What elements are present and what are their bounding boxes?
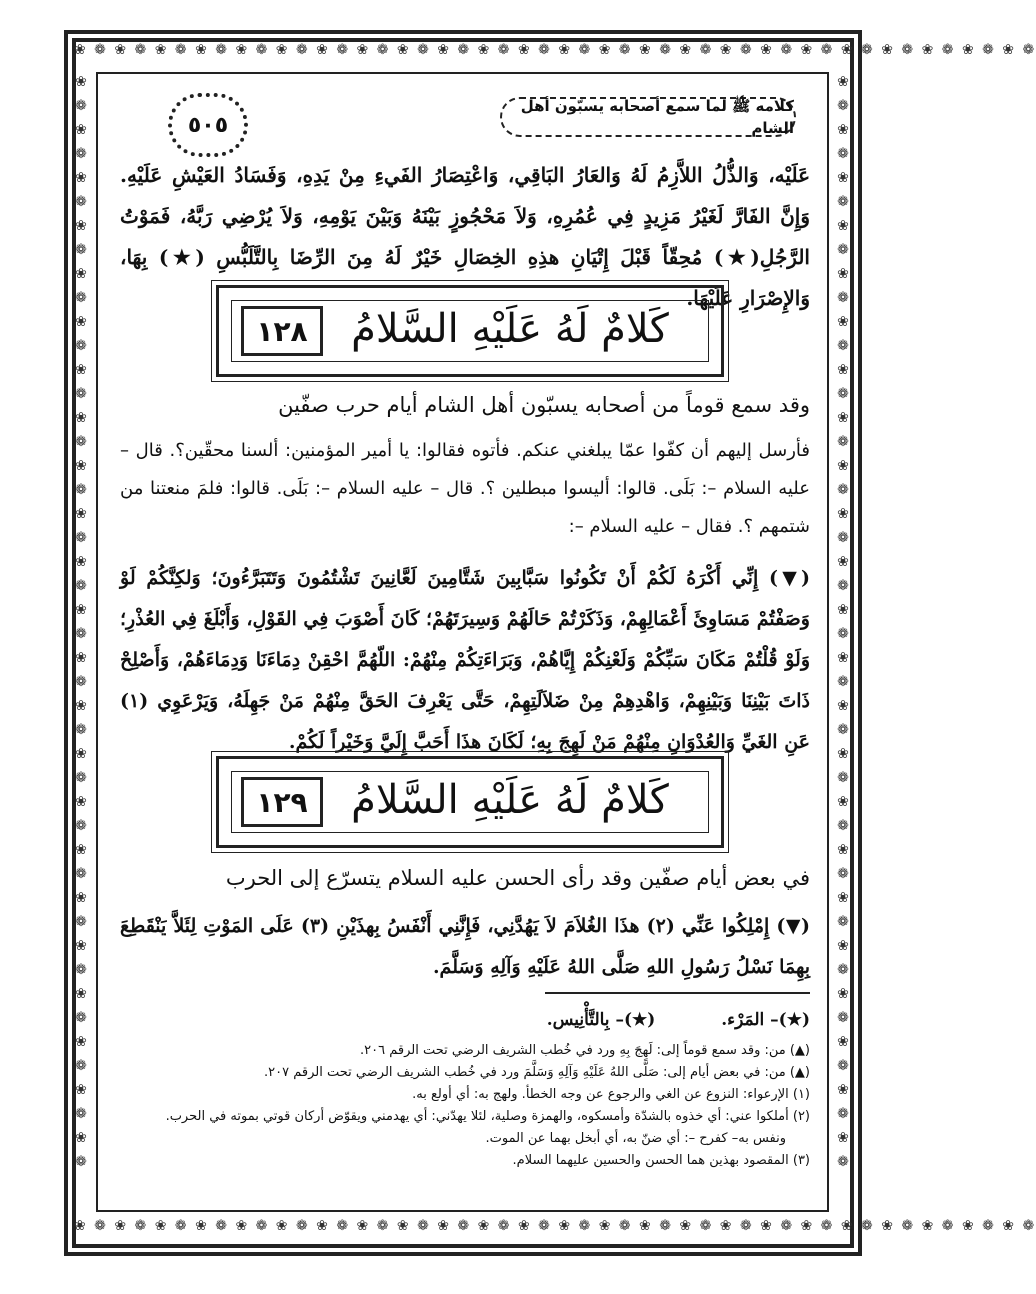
footnote: (٣) المقصود بهذين هما الحسن والحسين عليهما السلام. xyxy=(512,1153,810,1168)
section-title-box xyxy=(216,285,724,377)
gloss: (★)– بِالتَّأْنِيس. xyxy=(546,1010,656,1030)
section-title: كَلامٌ لَهُ عَلَيْهِ السَّلامُ xyxy=(351,777,669,823)
section-speech: (▼) إِنِّي أَكْرَهُ لَكُمْ أَنْ تَكُونُوا سَبَّابِينَ شَتَّامِينَ لَعَّانِينَ تَشْتُمُونَ وَتَتَبَرَّءُونَ؛ وَلكِنَّكُمْ لَوْ وَصَفْتُمْ مَسَاوِئَ أَعْمَالِهِمْ، وَذَكَرْتُمْ حَالَهُمْ وَسِيرَتَهُمْ؛ كَانَ أَصْوَبَ فِي القَوْلِ، وَأَبْلَغَ فِي العُذْرِ؛ وَلَوْ قُلْتُمْ مَكَانَ سَبِّكُمْ وَلَعْنِكُمْ إِيَّاهُمْ، وَبَرَاءَتِكُمْ مِنْهُمْ: اللّهُمَّ احْقِنْ دِمَاءَنَا وَدِمَاءَهُمْ، وَأَصْلِحْ ذَاتَ بَيْنِنَا وَبَيْنِهِمْ، وَاهْدِهِمْ مِنْ ضَلاَلَتِهِمْ، حَتَّى يَعْرِفَ الحَقَّ مِنْهُمْ مَنْ جَهِلَهُ، وَيَرْعَوِي (١) عَنِ الغَيِّ وَالعُدْوَانِ مِنْهُمْ مَنْ لَهِجَ بِهِ؛ لَكَانَ هذَا أَحَبَّ إِلَيَّ وَخَيْراً لَكُمْ. xyxy=(120,567,810,753)
section-speech: (▼) إِمْلِكُوا عَنِّي (٢) هذَا الغُلاَمَ لاَ يَهُدَّنِي، فَإِنَّنِي أَنْفَسُ بِهذَيْنِ (٣) عَلَى المَوْتِ لِئَلاَّ يَنْقَطِعَ بِهِمَا نَسْلُ رَسُولِ اللهِ صَلَّى اللهُ عَلَيْهِ وَآلِهِ وَسَلَّمَ. xyxy=(120,915,810,978)
floral-border-top: ❀ ❁ ❀ ❁ ❀ ❁ ❀ ❁ ❀ ❁ ❀ ❁ ❀ ❁ ❀ ❁ ❀ ❁ ❀ ❁ ❀ ❁ ❀ ❁ ❀ ❁ ❀ ❁ ❀ ❁ ❀ ❁ ❀ ❁ ❀ ❁ ❀ ❁ ❀ ❁ ❀ ❁ ❀ ❁ ❀ ❁ ❀ ❁ xyxy=(74,42,1036,58)
footnote: ونفس به– كفرح –: أي ضنّ به، أي أبخل بهما عن الموت. xyxy=(485,1131,786,1146)
section-title-box xyxy=(216,756,724,848)
page-number-ornament xyxy=(168,93,248,157)
floral-border-bottom: ❀ ❁ ❀ ❁ ❀ ❁ ❀ ❁ ❀ ❁ ❀ ❁ ❀ ❁ ❀ ❁ ❀ ❁ ❀ ❁ ❀ ❁ ❀ ❁ ❀ ❁ ❀ ❁ ❀ ❁ ❀ ❁ ❀ ❁ ❀ ❁ ❀ ❁ ❀ ❁ ❀ ❁ ❀ ❁ ❀ ❁ ❀ ❁ xyxy=(74,1218,1036,1234)
page-number-text: ٥٠٥ xyxy=(187,112,229,138)
footnote: (▲) من: وقد سمع قوماً إلى: لَهِجَ بِهِ ورد في خُطب الشريف الرضي تحت الرقم ٢٠٦. xyxy=(360,1043,810,1058)
floral-border-left: ❀ ❁ ❀ ❁ ❀ ❁ ❀ ❁ ❀ ❁ ❀ ❁ ❀ ❁ ❀ ❁ ❀ ❁ ❀ ❁ ❀ ❁ ❀ ❁ ❀ ❁ ❀ ❁ ❀ ❁ ❀ ❁ ❀ ❁ ❀ ❁ ❀ ❁ ❀ ❁ ❀ ❁ ❀ ❁ ❀ ❁ xyxy=(75,74,87,1170)
footnote: (١) الإرعواء: النزوع عن الغي والرجوع عن وجه الخطأ. ولهج به: أي أولع به. xyxy=(412,1087,810,1102)
section-intro-body: فأرسل إليهم أن كفّوا عمّا يبلغني عنكم. فأتوه فقالوا: يا أمير المؤمنين: ألسنا محقّين؟. قال – عليه السلام –: بَلَى. قالوا: أليسوا مبطلين ؟. قال – عليه السلام –: بَلَى. قالوا: فلمَ منعتنا من شتمهم ؟. فقال – عليه السلام –: xyxy=(120,440,810,537)
footnotes xyxy=(120,1040,810,1172)
page-number xyxy=(168,93,248,157)
top-paragraph: عَلَيْه، وَالذُّلُ اللاَّزِمُ لَهُ وَالعَارُ البَاقِي، وَاعْتِصَارُ الفَيءِ مِنْ يَدِهِ، وَفَسَادُ العَيْشِ عَلَيْهِ. وَإِنَّ الفَارَّ لَغَيْرُ مَزِيدٍ فِي عُمُرِهِ، وَلاَ مَحْجُوزٍ بَيْنَهُ وَبَيْنَ يَوْمِهِ، وَلاَ يُرْضِي رَبَّهُ، فَمَوْتُ الرَّجُلِ(★) مُحِقّاً قَبْلَ إِتْيَانِ هذِهِ الخِصَالِ خَيْرٌ لَهُ مِنَ الرِّضَا بِالتَّلَبُّسِ (★) بِهَا، وَالإِصْرَارِ عَلَيْهَا. xyxy=(120,163,810,310)
floral-border-right: ❀ ❁ ❀ ❁ ❀ ❁ ❀ ❁ ❀ ❁ ❀ ❁ ❀ ❁ ❀ ❁ ❀ ❁ ❀ ❁ ❀ ❁ ❀ ❁ ❀ ❁ ❀ ❁ ❀ ❁ ❀ ❁ ❀ ❁ ❀ ❁ ❀ ❁ ❀ ❁ ❀ ❁ ❀ ❁ ❀ ❁ xyxy=(837,74,849,1170)
section-intro-heading: في بعض أيام صفّين وقد رأى الحسن عليه السلام يتسرّع إلى الحرب xyxy=(225,866,810,890)
section-title: كَلامٌ لَهُ عَلَيْهِ السَّلامُ xyxy=(351,306,669,352)
gloss: (★)– المَرْء. xyxy=(721,1010,810,1030)
running-title: كلامه ﷺ لما سمع أصحابه يسبّون أهل الشام xyxy=(500,97,796,137)
glosses-line xyxy=(440,1010,810,1030)
section-intro-heading: وقد سمع قوماً من أصحابه يسبّون أهل الشام أيام حرب صفّين xyxy=(278,393,810,417)
section-number: ١٢٩ xyxy=(241,777,323,827)
footnote: (٢) أملكوا عني: أي خذوه بالشدّة وأمسكوه، والهمزة وصلية، لئلا يهدّني: أي يهدمني ويقوّض أركان قوتي بموته في الحرب. xyxy=(165,1109,810,1124)
footnote-divider xyxy=(545,992,810,994)
section-number: ١٢٨ xyxy=(241,306,323,356)
footnote: (▲) من: في بعض أيام إلى: صَلَّى اللهُ عَلَيْهِ وَآلِهِ وَسَلَّمَ ورد في خُطب الشريف الرضي تحت الرقم ٢٠٧. xyxy=(264,1065,810,1080)
